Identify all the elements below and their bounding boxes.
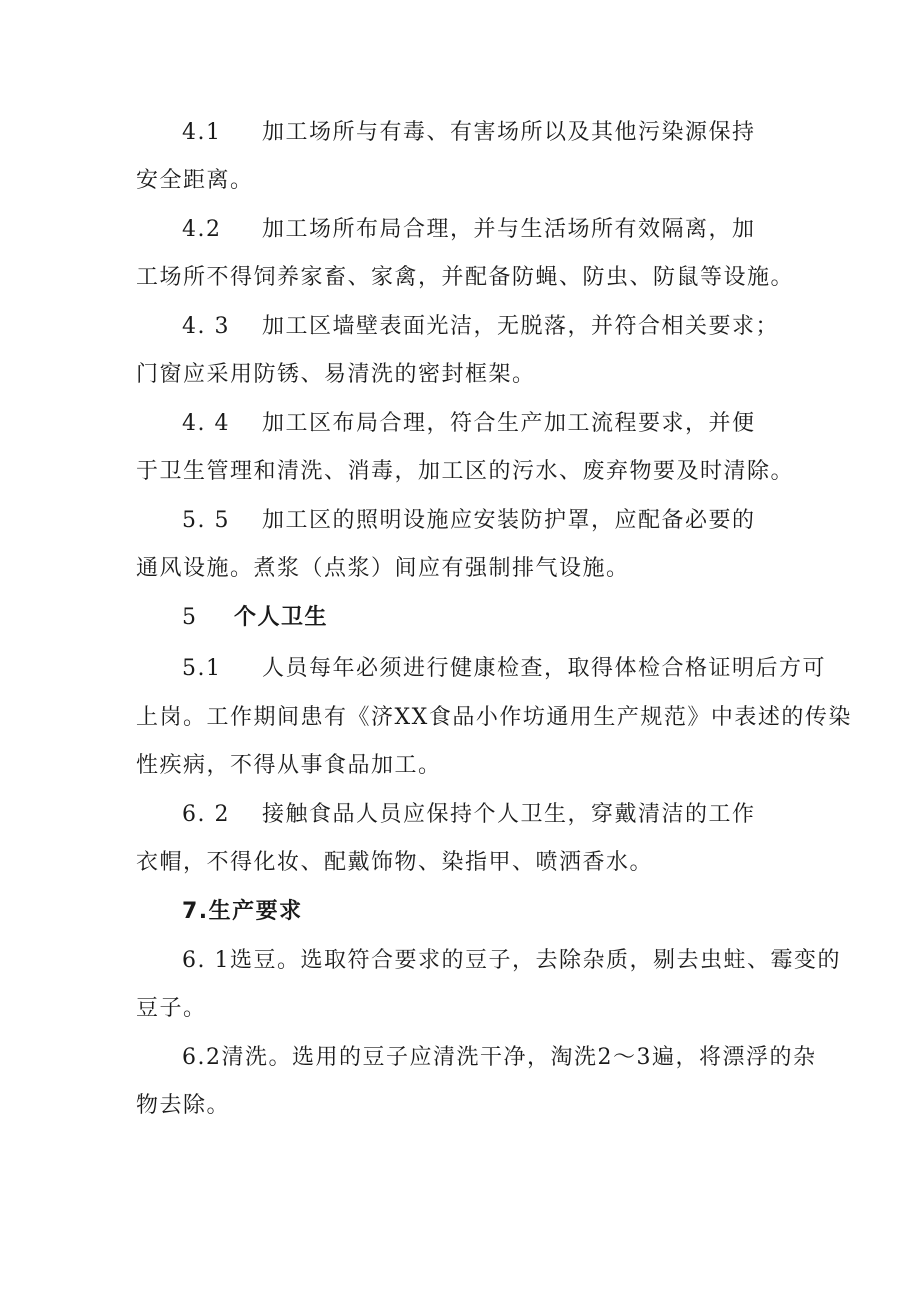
paragraph-6-2-line-1	[182, 800, 756, 830]
section-heading-7: 7.生产要求	[182, 899, 303, 924]
paragraph-5-1-line-1	[182, 654, 826, 684]
paragraph-6-2b-line-2: 物去除。	[136, 1093, 231, 1118]
paragraph-text: 加工区墙壁表面光洁，无脱落，并符合相关要求；	[262, 314, 780, 339]
section-number: 5	[182, 605, 198, 630]
paragraph-text: 加工场所布局合理，并与生活场所有效隔离，加	[262, 217, 756, 242]
section-number: 4.1	[182, 120, 222, 145]
section-heading-5	[182, 603, 328, 633]
paragraph-text: 加工场所与有毒、有害场所以及其他污染源保持	[262, 120, 756, 145]
paragraph-4-2-line-1	[182, 215, 756, 245]
paragraph-5-5-line-1	[182, 506, 756, 536]
paragraph-4-2-line-2: 工场所不得饲养家畜、家禽，并配备防蝇、防虫、防鼠等设施。	[136, 265, 795, 290]
paragraph-5-1-line-2: 上岗。工作期间患有《济XX食品小作坊通用生产规范》中表述的传染	[136, 705, 852, 730]
paragraph-6-2b-line-1: 6.2清洗。选用的豆子应清洗干净，淘洗2～3遍，将漂浮的杂	[182, 1045, 817, 1070]
paragraph-4-4-line-1	[182, 409, 756, 439]
paragraph-text: 人员每年必须进行健康检查，取得体检合格证明后方可	[262, 656, 827, 681]
paragraph-5-1-line-3: 性疾病，不得从事食品加工。	[136, 753, 442, 778]
paragraph-text: 加工区布局合理，符合生产加工流程要求，并便	[262, 411, 756, 436]
paragraph-4-3-line-2: 门窗应采用防锈、易清洗的密封框架。	[136, 362, 536, 387]
paragraph-6-1-line-2: 豆子。	[136, 996, 207, 1021]
paragraph-4-3-line-1	[182, 312, 779, 342]
section-number: 6. 2	[182, 802, 230, 827]
section-number: 4.2	[182, 217, 222, 242]
paragraph-6-1-line-1: 6. 1选豆。选取符合要求的豆子，去除杂质，剔去虫蛀、霉变的	[182, 948, 841, 973]
paragraph-text: 接触食品人员应保持个人卫生，穿戴清洁的工作	[262, 802, 756, 827]
paragraph-text: 加工区的照明设施应安装防护罩，应配备必要的	[262, 508, 756, 533]
paragraph-4-4-line-2: 于卫生管理和清洗、消毒，加工区的污水、废弃物要及时清除。	[136, 459, 795, 484]
paragraph-5-5-line-2: 通风设施。煮浆（点浆）间应有强制排气设施。	[136, 556, 630, 581]
section-heading-title: 个人卫生	[234, 605, 329, 630]
section-number: 4. 3	[182, 314, 230, 339]
section-number: 5. 5	[182, 508, 230, 533]
paragraph-6-2-line-2: 衣帽，不得化妆、配戴饰物、染指甲、喷洒香水。	[136, 850, 654, 875]
section-number: 5.1	[182, 656, 222, 681]
paragraph-4-1-line-2: 安全距离。	[136, 168, 254, 193]
section-number: 4. 4	[182, 411, 230, 436]
paragraph-4-1-line-1	[182, 118, 756, 148]
